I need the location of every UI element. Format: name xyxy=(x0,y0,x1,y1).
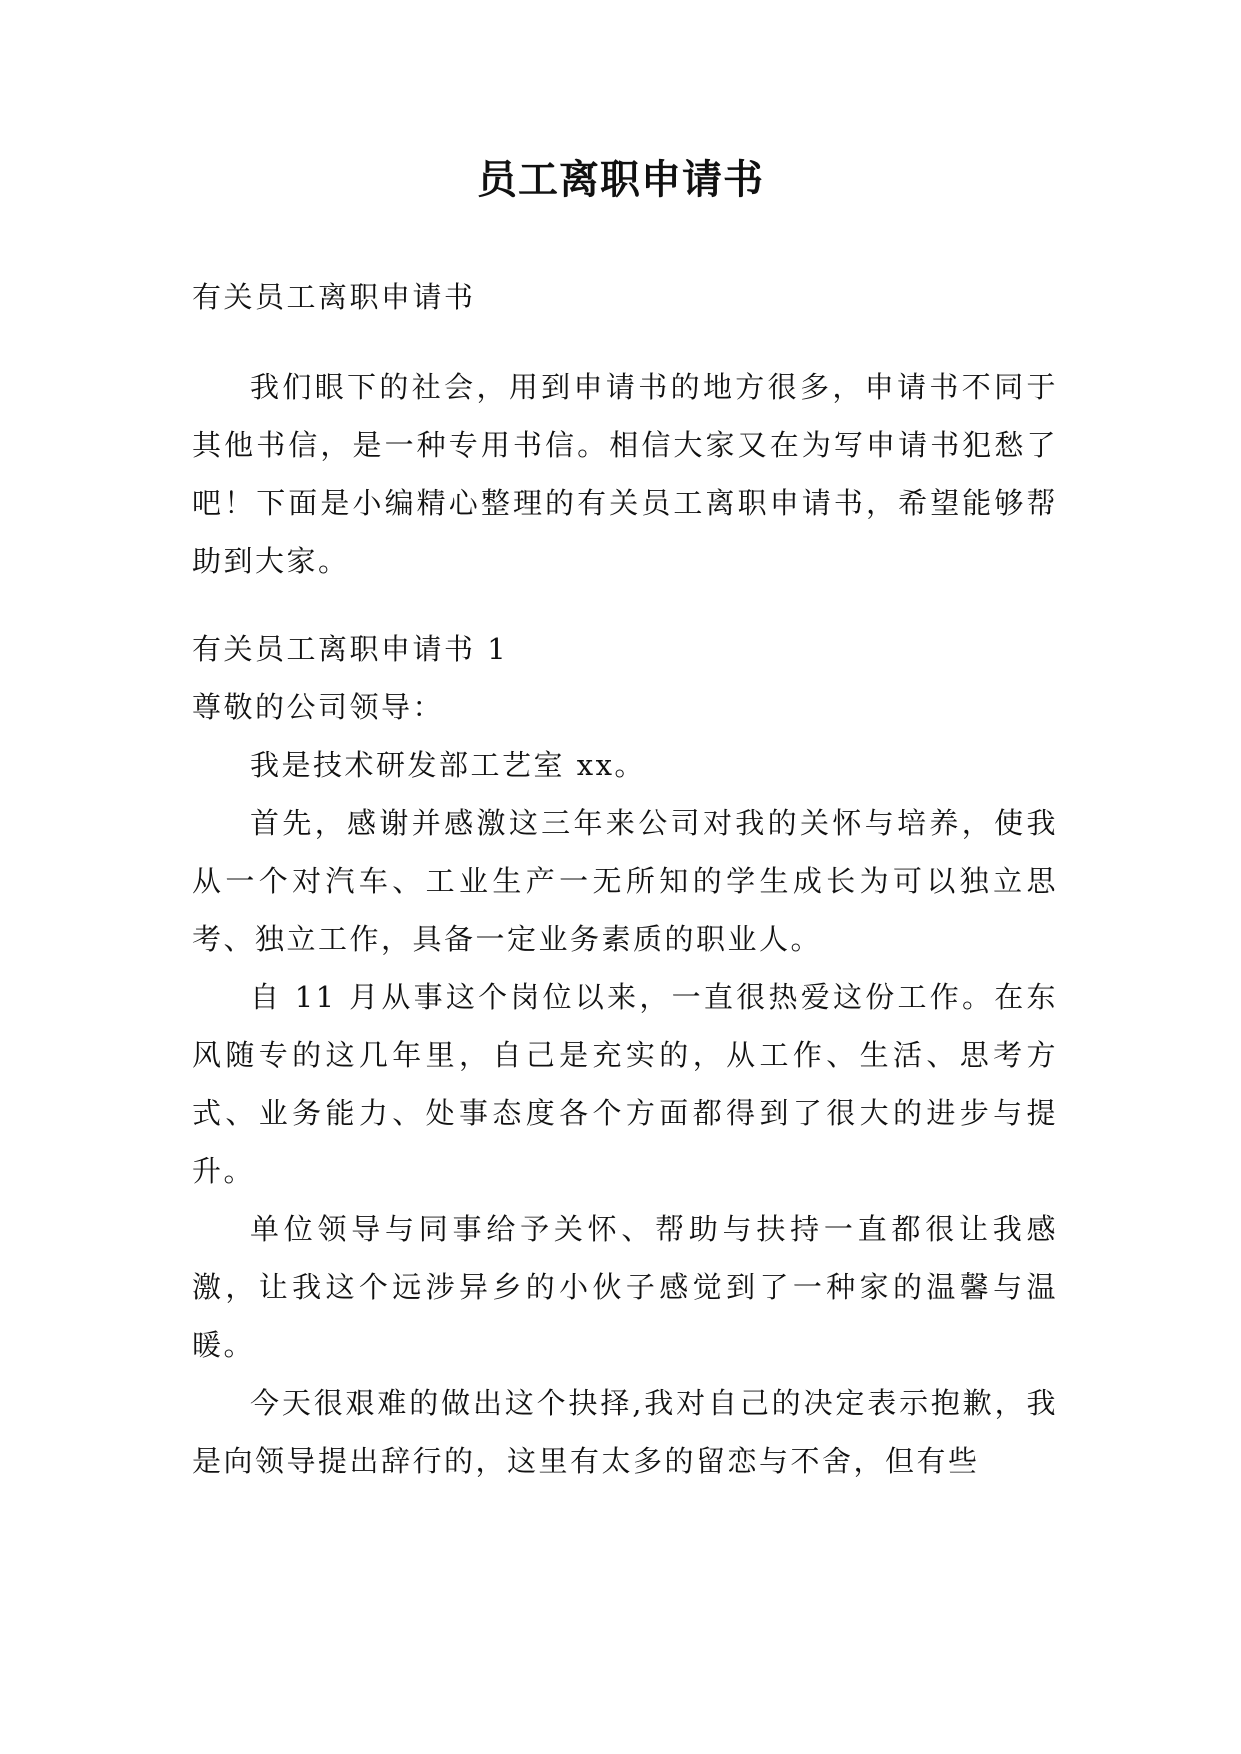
salutation: 尊敬的公司领导： xyxy=(192,690,445,724)
body-paragraph: 自 11 月从事这个岗位以来，一直很热爱这份工作。在东风随专的这几年里，自己是充实的，从工作、生活、思考方式、业务能力、处事态度各个方面都得到了很大的进步与提升。 xyxy=(192,980,1058,1188)
body-paragraph: 首先，感谢并感激这三年来公司对我的关怀与培养，使我从一个对汽车、工业生产一无所知的学生成长为可以独立思考、独立工作，具备一定业务素质的职业人。 xyxy=(192,806,1058,956)
section-heading: 有关员工离职申请书 1 xyxy=(192,632,509,666)
body-paragraph: 今天很艰难的做出这个抉择,我对自己的决定表示抱歉，我是向领导提出辞行的，这里有太多的留恋与不舍，但有些 xyxy=(192,1386,1058,1478)
body-paragraph: 我是技术研发部工艺室 xx。 xyxy=(250,748,646,782)
subtitle-block xyxy=(192,268,1058,326)
intro-block xyxy=(192,358,1058,590)
document-subtitle: 有关员工离职申请书 xyxy=(192,280,476,314)
document-title: 员工离职申请书 xyxy=(477,157,764,203)
body-paragraph: 单位领导与同事给予关怀、帮助与扶持一直都很让我感激，让我这个远涉异乡的小伙子感觉到了一种家的温馨与温暖。 xyxy=(192,1212,1058,1362)
letter-block xyxy=(192,620,1058,1490)
intro-paragraph: 我们眼下的社会，用到申请书的地方很多，申请书不同于其他书信，是一种专用书信。相信大家又在为写申请书犯愁了吧！下面是小编精心整理的有关员工离职申请书，希望能够帮助到大家。 xyxy=(192,370,1058,578)
